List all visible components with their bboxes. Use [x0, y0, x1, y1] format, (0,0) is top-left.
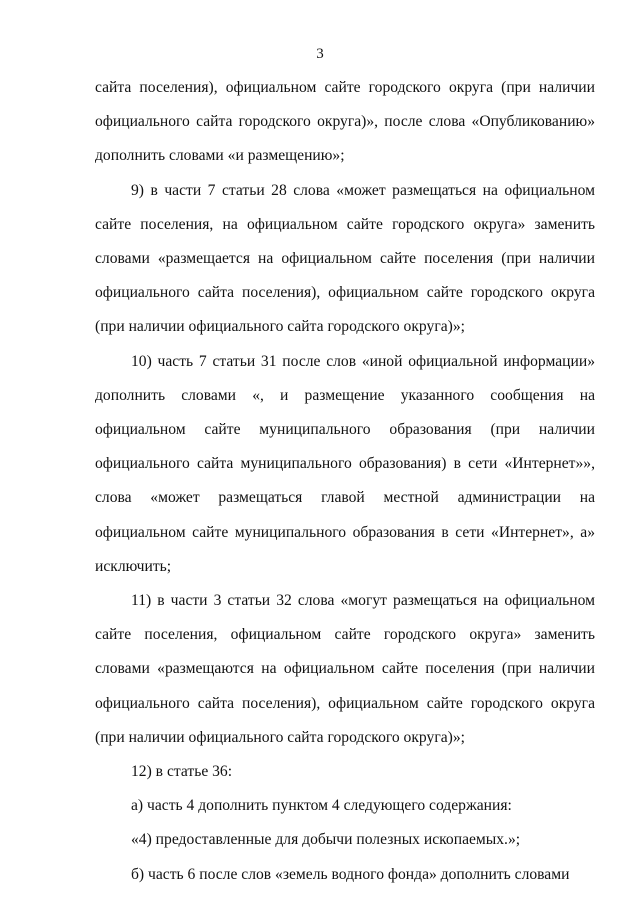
paragraph-item-12: 12) в статье 36:: [131, 763, 233, 781]
document-body: [95, 71, 595, 892]
page-number: 3: [316, 46, 324, 62]
paragraph-subitem-a: а) часть 4 дополнить пунктом 4 следующего содержания:: [131, 797, 512, 815]
paragraph-item-10: 10) часть 7 статьи 31 после слов «иной официальной информации» дополнить словами «, и размещение указанного сообщения на официальном сайте муниципального образования (при наличии официального сайта муниципального образования) в сети «Интернет»», слова «может размещаться главой местной администрации на официальном сайте муниципального образования в сети «Интернет», а» исключить;: [95, 352, 595, 575]
paragraph-continuation: сайта поселения), официальном сайте городского округа (при наличии официального сайта городского округа)», после слова «Опубликованию» дополнить словами «и размещению»;: [95, 79, 595, 165]
paragraph-subitem-b: б) часть 6 после слов «земель водного фонда» дополнить словами: [131, 865, 570, 883]
paragraph-item-9: 9) в части 7 статьи 28 слова «может размещаться на официальном сайте поселения, на официальном сайте городского округа» заменить словами «размещается на официальном сайте поселения (при наличии официального сайта поселения), официальном сайте городского округа (при наличии официального сайта городского округа)»;: [95, 181, 595, 336]
paragraph-quote-4: «4) предоставленные для добычи полезных ископаемых.»;: [131, 831, 521, 849]
paragraph-item-11: 11) в части 3 статьи 32 слова «могут размещаться на официальном сайте поселения, официальном сайте городского округа» заменить словами «размещаются на официальном сайте поселения (при наличии официального сайта поселения), официальном сайте городского округа (при наличии официального сайта городского округа)»;: [95, 592, 595, 746]
